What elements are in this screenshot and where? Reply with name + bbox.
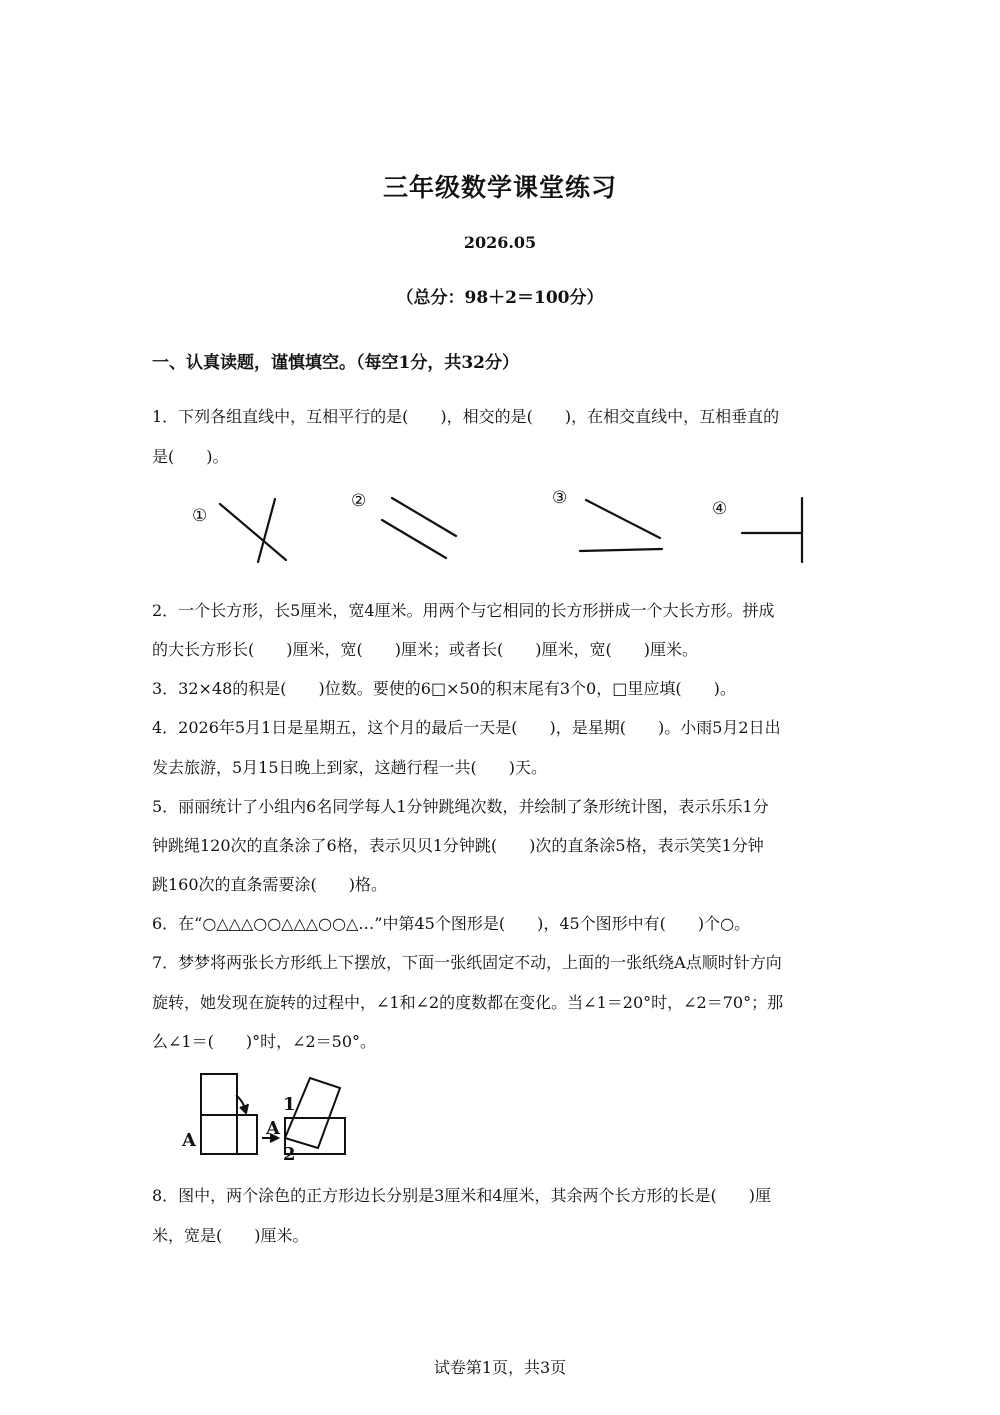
question-5-line-2: 钟跳绳120次的直条涂了6格，表示贝贝1分钟跳( )次的直条涂5格，表示笑笑1分钟 (152, 836, 764, 855)
q1-fig-label-3: ③ (552, 488, 568, 508)
question-7-line-2: 旋转，她发现在旋转的过程中，∠1和∠2的度数都在变化。当∠1＝20°时，∠2＝70°；那 (152, 993, 784, 1012)
q7-label-a-left: A (182, 1130, 196, 1151)
page-title: 三年级数学课堂练习 (382, 173, 617, 202)
question-6-line-1: 6．在“○△△△○○△△△○○△…”中第45个图形是( )，45个图形中有( )个○。 (152, 914, 751, 933)
q7-left-bottom-sheet (201, 1115, 257, 1154)
question-7-line-3: 么∠1＝( )°时，∠2＝50°。 (152, 1032, 377, 1051)
section-heading: 一、认真读题，谨慎填空。（每空1分，共32分） (152, 353, 519, 373)
q1-fig-label-2: ② (351, 491, 367, 511)
page-footer: 试卷第1页，共3页 (433, 1358, 567, 1377)
q7-label-a-right: A (266, 1118, 280, 1139)
question-2-line-1: 2．一个长方形，长5厘米，宽4厘米。用两个与它相同的长方形拼成一个大长方形。拼成 (152, 601, 775, 620)
question-4-line-2: 发去旅游，5月15日晚上到家，这趟行程一共( )天。 (152, 758, 548, 777)
q1-fig-label-4: ④ (712, 499, 728, 519)
q1-fig-label-1: ① (192, 506, 208, 526)
question-8-line-2: 米，宽是( )厘米。 (152, 1226, 309, 1245)
question-2-line-2: 的大长方形长( )厘米，宽( )厘米；或者长( )厘米，宽( )厘米。 (152, 640, 698, 659)
question-5-line-3: 跳160次的直条需要涂( )格。 (152, 875, 388, 894)
question-8-line-1: 8．图中，两个涂色的正方形边长分别是3厘米和4厘米，其余两个长方形的长是( )厘 (152, 1186, 772, 1205)
question-1-line-2: 是( )。 (152, 447, 229, 466)
question-7-line-1: 7．梦梦将两张长方形纸上下摆放，下面一张纸固定不动，上面的一张纸绕A点顺时针方向 (152, 953, 782, 972)
question-1-line-1: 1．下列各组直线中，互相平行的是( )，相交的是( )，在相交直线中，互相垂直的 (152, 407, 780, 426)
q7-label-2: 2 (283, 1144, 296, 1165)
question-3-line-1: 3．32×48的积是( )位数。要使的6□×50的积末尾有3个0，□里应填( )。 (152, 679, 736, 698)
exam-date: 2026.05 (463, 233, 537, 252)
total-score: （总分：98＋2＝100分） (396, 288, 604, 308)
question-5-line-1: 5．丽丽统计了小组内6名同学每人1分钟跳绳次数，并绘制了条形统计图，表示乐乐1分 (152, 797, 769, 816)
q7-label-1: 1 (283, 1094, 296, 1115)
question-4-line-1: 4．2026年5月1日是星期五，这个月的最后一天是( )，是星期( )。小雨5月2日出 (152, 718, 781, 737)
